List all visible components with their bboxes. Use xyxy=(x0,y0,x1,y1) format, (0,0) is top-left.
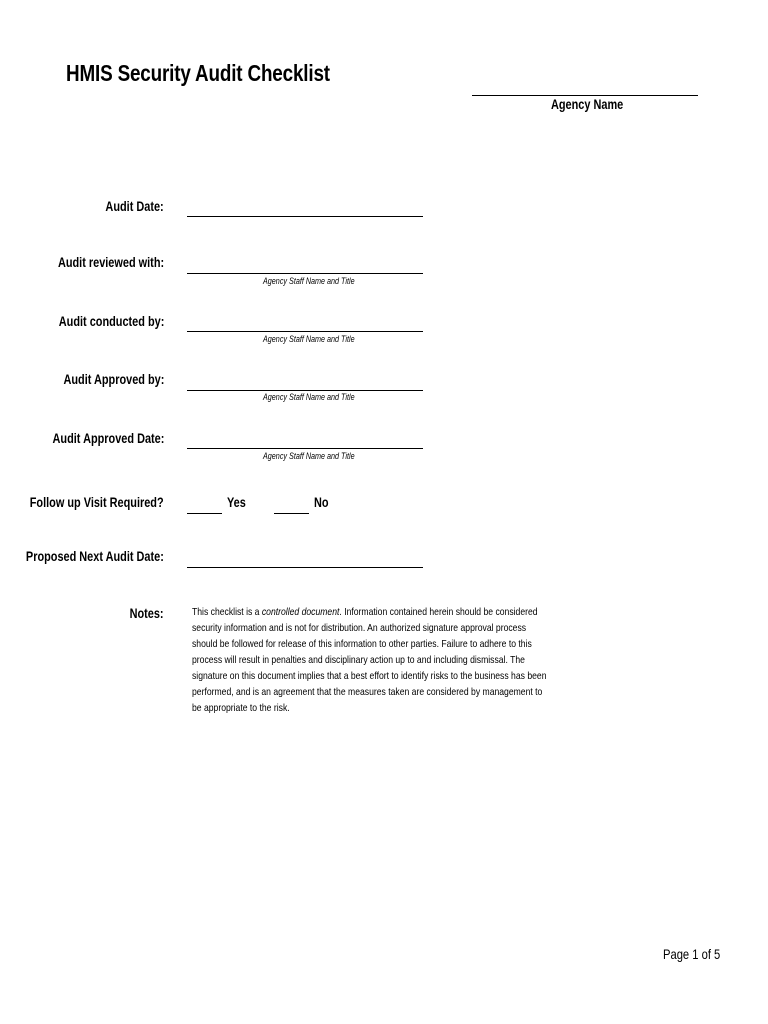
page-number: Page 1 of 5 xyxy=(663,946,721,962)
follow-up-no-field[interactable] xyxy=(274,513,309,514)
audit-date-field[interactable] xyxy=(187,216,423,217)
audit-approved-date-caption: Agency Staff Name and Title xyxy=(263,451,355,461)
notes-text-emphasis: controlled document xyxy=(261,606,340,618)
audit-approved-date-label: Audit Approved Date: xyxy=(52,430,164,446)
notes-label: Notes: xyxy=(130,605,164,621)
notes-text-body: . Information contained herein should be considered security information and is not for distribution. An authorized signature approval process should be followed for release of this information to other parties. Failure to adhere to this process will result in penalties and disciplinary action up to and including dismissal. The signature on this document implies that a best effort to identify risks to the business has been performed, and is an agreement that the measures taken are considered by management to be appropriate to the risk. xyxy=(192,606,547,714)
agency-name-label: Agency Name xyxy=(551,96,624,112)
follow-up-yes-label: Yes xyxy=(227,494,246,510)
audit-conducted-by-field[interactable] xyxy=(187,331,423,332)
audit-conducted-by-label: Audit conducted by: xyxy=(58,313,164,329)
follow-up-visit-label: Follow up Visit Required? xyxy=(30,494,164,510)
audit-reviewed-with-label: Audit reviewed with: xyxy=(57,254,164,270)
next-audit-date-label: Proposed Next Audit Date: xyxy=(26,548,164,564)
audit-approved-by-label: Audit Approved by: xyxy=(63,371,164,387)
notes-text xyxy=(192,604,553,716)
next-audit-date-field[interactable] xyxy=(187,567,423,568)
audit-reviewed-with-field[interactable] xyxy=(187,273,423,274)
audit-approved-date-field[interactable] xyxy=(187,448,423,449)
page-title: HMIS Security Audit Checklist xyxy=(66,60,330,86)
audit-conducted-by-caption: Agency Staff Name and Title xyxy=(263,334,355,344)
follow-up-no-label: No xyxy=(314,494,329,510)
notes-text-prefix: This checklist is a xyxy=(192,606,262,618)
audit-approved-by-caption: Agency Staff Name and Title xyxy=(263,392,355,402)
audit-reviewed-with-caption: Agency Staff Name and Title xyxy=(263,276,355,286)
follow-up-yes-field[interactable] xyxy=(187,513,222,514)
audit-approved-by-field[interactable] xyxy=(187,390,423,391)
audit-date-label: Audit Date: xyxy=(105,198,164,214)
